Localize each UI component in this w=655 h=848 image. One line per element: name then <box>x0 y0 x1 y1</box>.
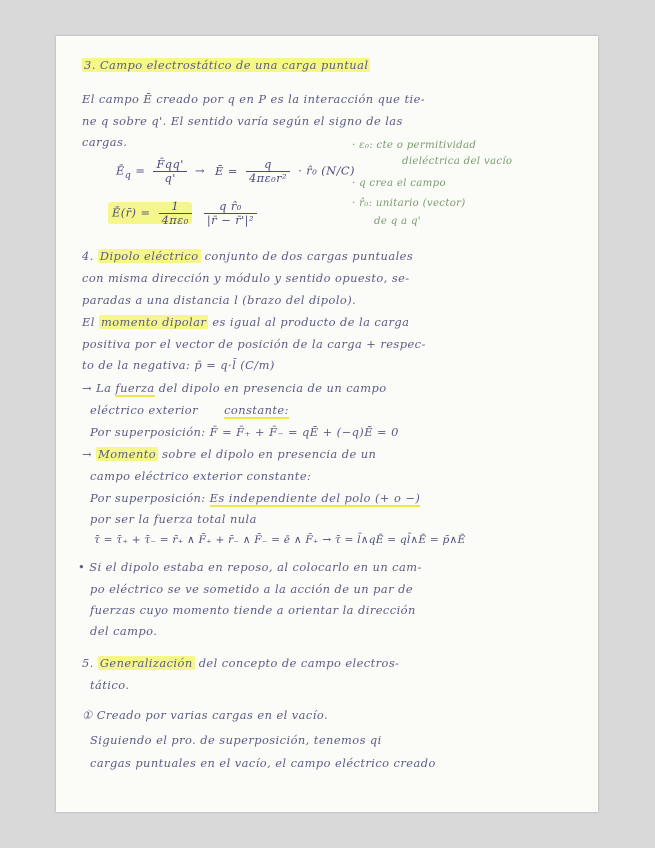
section-5-title-rest: del concepto de campo electros- <box>198 656 400 670</box>
eq1-denominator: q' <box>164 171 176 185</box>
term-highlight: momento dipolar <box>100 315 207 329</box>
text-line: po eléctrico se ve sometido a la acción de un par de <box>90 582 414 596</box>
term-underline: constante: <box>224 403 289 417</box>
eq1-left-sub: q <box>124 169 132 181</box>
eq3-fraction-1 <box>159 200 192 227</box>
section-4-title <box>82 249 413 263</box>
eq3-numerator-2: q r̂₀ <box>204 200 257 214</box>
eq3-fraction-2 <box>204 200 257 227</box>
eq2-left: Ē = <box>215 163 238 178</box>
text-line: ne q sobre q'. El sentido varía según el signo de las <box>82 114 403 128</box>
eq2-fraction <box>246 158 290 185</box>
text-line: del campo. <box>90 624 158 638</box>
notebook-page <box>56 36 598 812</box>
text-fragment: es igual al producto de la carga <box>212 315 410 329</box>
text-line: campo eléctrico exterior constante: <box>90 469 312 483</box>
eq2-tail: · r̂₀ (N/C) <box>298 163 355 178</box>
side-note: · q crea el campo <box>352 178 446 189</box>
side-note: · r̂₀: unitario (vector) <box>352 198 466 209</box>
term-underline: Es independiente del polo (+ o −) <box>209 491 421 505</box>
section-3-title-text: 3. Campo electrostático de una carga puntual <box>84 58 369 72</box>
term-underline: fuerza <box>115 381 155 395</box>
text-fragment: → La <box>82 381 112 395</box>
text-fragment: sobre el dipolo en presencia de un <box>162 447 377 461</box>
equation-coulomb-field <box>112 200 261 227</box>
text-line: • Si el dipolo estaba en reposo, al colocarlo en un cam- <box>78 560 422 574</box>
section-4-number: 4. <box>82 249 94 263</box>
section-3-title <box>82 58 370 72</box>
text-fragment: eléctrico exterior <box>90 403 199 417</box>
text-fragment: Por superposición: <box>90 491 206 505</box>
eq1-fraction <box>153 158 186 185</box>
eq3-numerator-1: 1 <box>159 200 192 214</box>
text-line: to de la negativa: p̄ = q·l̄ (C/m) <box>82 358 275 372</box>
text-line: cargas puntuales en el vacío, el campo eléctrico creado <box>90 756 436 770</box>
eq1-numerator: F̄qq' <box>153 158 186 172</box>
section-5-title-highlight: Generalización <box>99 656 193 670</box>
eq3-denominator-2: |r̄ − r̄'|² <box>206 213 254 227</box>
text-line <box>90 403 289 417</box>
equation-electric-field-def: $Ē_q$ = $\frac{F̄qq'}{q'}$ → Ē = $\frac{q}{\text{4πε₀r²}}$ · r̂₀ (N/C) <box>116 157 355 185</box>
eq3-left: Ē(r̄) = <box>112 205 151 220</box>
text-line: cargas. <box>82 135 128 149</box>
section-4-title-highlight: Dipolo eléctrico <box>99 249 199 263</box>
section-5-number: 5. <box>82 656 94 670</box>
term-highlight: Momento <box>98 447 157 461</box>
text-line: con misma dirección y módulo y sentido opuesto, se- <box>82 271 410 285</box>
text-line <box>82 315 409 329</box>
eq2-numerator: q <box>246 158 290 172</box>
text-fragment: El <box>82 315 95 329</box>
eq1-arrow: → <box>194 163 205 178</box>
text-line: fuerzas cuyo momento tiende a orientar la dirección <box>90 603 416 617</box>
side-note: dieléctrica del vacío <box>402 156 513 167</box>
text-line: por ser la fuerza total nula <box>90 512 257 526</box>
text-line: paradas a una distancia l (brazo del dipolo). <box>82 293 357 307</box>
side-note: · ε₀: cte o permitividad <box>352 140 477 151</box>
text-line: tático. <box>90 678 130 692</box>
text-line <box>90 491 420 505</box>
text-line <box>82 381 387 395</box>
eq1-left: Ē <box>116 163 125 178</box>
text-line: positiva por el vector de posición de la carga + respec- <box>82 337 426 351</box>
text-fragment: del dipolo en presencia de un campo <box>158 381 387 395</box>
text-line: El campo Ē creado por q en P es la interacción que tie- <box>82 92 426 106</box>
text-line: Siguiendo el pro. de superposición, tenemos qi <box>90 733 382 747</box>
section-5-title <box>82 656 399 670</box>
text-fragment: → <box>82 447 92 461</box>
eq2-denominator: 4πε₀r² <box>248 171 288 185</box>
text-line: ① Creado por varias cargas en el vacío. <box>82 708 329 722</box>
side-note: de q a q' <box>374 216 421 227</box>
eq3-denominator-1: 4πε₀ <box>161 213 189 227</box>
equation-torque: τ̄ = τ̄₊ + τ̄₋ = r̄₊ ∧ F̄₊ + r̄₋ ∧ F̄₋ = ē ∧ F̄₊ → τ̄ = l̄∧qĒ = ql̄∧Ē = p̄∧Ē <box>94 534 466 546</box>
text-line: Por superposición: F̄ = F̄₊ + F̄₋ = qĒ + (−q)Ē = 0 <box>90 425 399 439</box>
section-4-title-rest: conjunto de dos cargas puntuales <box>204 249 414 263</box>
text-line <box>82 447 376 461</box>
